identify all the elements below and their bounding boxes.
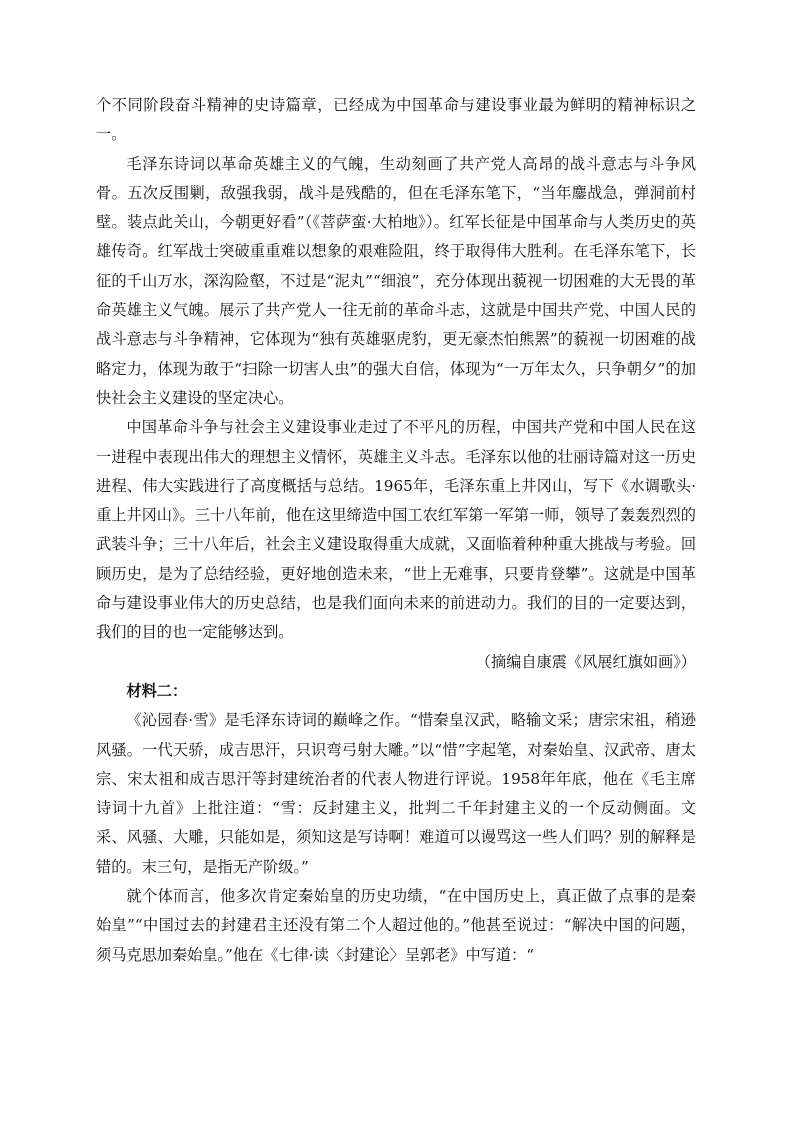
document-page [96, 91, 696, 970]
source-citation: （摘编自康震《风展红旗如画》） [475, 652, 696, 671]
section-heading: 材料二： [126, 681, 188, 700]
paragraph-continuation: 个不同阶段奋斗精神的史诗篇章，已经成为中国革命与建设事业最为鲜明的精神标识之一。 [96, 96, 696, 144]
paragraph-history-summary: 中国革命斗争与社会主义建设事业走过了不平凡的历程，中国共产党和中国人民在这一进程中表现出伟大的理想主义情怀，英雄主义斗志。毛泽东以他的壮丽诗篇对这一历史进程、伟大实践进行了高度概括与总结。1965年，毛泽东重上井冈山，写下《水调歌头·重上井冈山》。三十八年前，他在这里缔造中国工农红军第一军第一师，领导了轰轰烈烈的武装斗争；三十八年后，社会主义建设取得重大成就，又面临着种种重大挑战与考验。回顾历史，是为了总结经验，更好地创造未来，“世上无难事，只要肯登攀”。这就是中国革命与建设事业伟大的历史总结，也是我们面向未来的前进动力。我们的目的一定要达到，我们的目的也一定能够达到。 [96, 418, 696, 642]
paragraph-qinyuanchun: 《沁园春·雪》是毛泽东诗词的巅峰之作。“惜秦皇汉武，略输文采；唐宗宋祖，稍逊风骚。一代天骄，成吉思汗，只识弯弓射大雕。”以“惜”字起笔，对秦始皇、汉武帝、唐太宗、宋太祖和成吉思汗等封建统治者的代表人物进行评说。1958年年底，他在《毛主席诗词十九首》上批注道：“雪：反封建主义，批判二千年封建主义的一个反动侧面。文采、风骚、大雕，只能如是，须知这是写诗啊！难道可以谩骂这一些人们吗？别的解释是错的。末三句，是指无产阶级。” [96, 711, 696, 876]
paragraph-heroism: 毛泽东诗词以革命英雄主义的气魄，生动刻画了共产党人高昂的战斗意志与斗争风骨。五次反围剿，敌强我弱，战斗是残酷的，但在毛泽东笔下，“当年鏖战急，弹洞前村壁。装点此关山，今朝更好看”（《菩萨蛮·大柏地》）。红军长征是中国革命与人类历史的英雄传奇。红军战士突破重重难以想象的艰难险阻，终于取得伟大胜利。在毛泽东笔下，长征的千山万水，深沟险壑，不过是“泥丸”“细浪”，充分体现出藐视一切困难的大无畏的革命英雄主义气魄。展示了共产党人一往无前的革命斗志，这就是中国共产党、中国人民的战斗意志与斗争精神，它体现为“独有英雄驱虎豹，更无豪杰怕熊罴”的藐视一切困难的战略定力，体现为敢于“扫除一切害人虫”的强大自信，体现为“一万年太久，只争朝夕”的加快社会主义建设的坚定决心。 [96, 154, 696, 407]
paragraph-qin-shihuang: 就个体而言，他多次肯定秦始皇的历史功绩，“在中国历史上，真正做了点事的是秦始皇”“中国过去的封建君主还没有第二个人超过他的。”他甚至说过：“解决中国的问题，须马克思加秦始皇。”他在《七律·读〈封建论〉呈郭老》中写道：“ [96, 887, 696, 964]
